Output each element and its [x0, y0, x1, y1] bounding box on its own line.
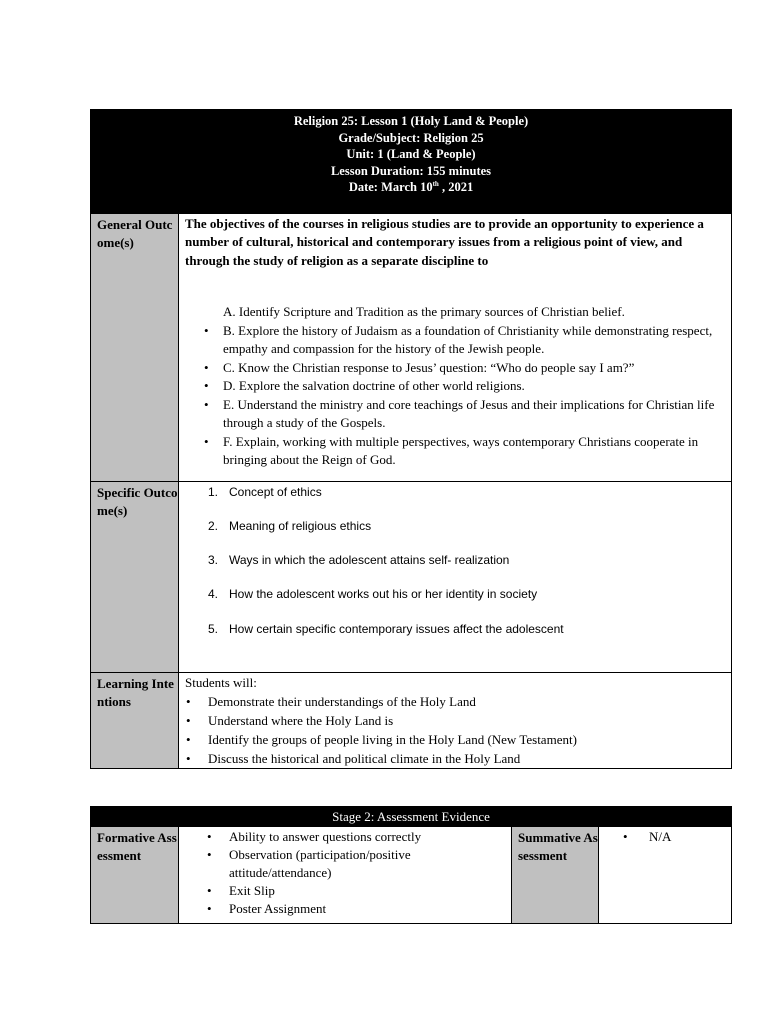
lesson-plan-table [90, 109, 732, 769]
general-outcomes-row [91, 213, 732, 481]
summative-content [599, 827, 732, 924]
lesson-duration: Lesson Duration: 155 minutes [330, 163, 492, 178]
objective-text: The objectives of the courses in religious studies are to provide an opportunity to experience a number of cultural, historical and contemporary issues from a religious point of view, and through the study of religion as a separate discipline to [185, 215, 704, 268]
assessment-table [90, 806, 732, 924]
specific-outcomes-content [179, 481, 732, 672]
list-item: • Poster Assignment [207, 901, 327, 916]
list-item: • C. Know the Christian response to Jesus’ question: “Who do people say I am?” [204, 359, 635, 375]
specific-outcomes-row [91, 481, 732, 672]
list-item: 4. How the adolescent works out his or her identity in society [208, 587, 538, 602]
formative-label: Formative Assessment [91, 827, 179, 924]
learning-intentions-content [179, 672, 732, 768]
list-item: A. Identify Scripture and Tradition as the primary sources of Christian belief. [223, 304, 625, 319]
formative-content [179, 827, 512, 924]
summative-label: Summative Assessment [512, 827, 599, 924]
list-item: • D. Explore the salvation doctrine of other world religions. [204, 378, 525, 393]
list-item: • E. Understand the ministry and core teachings of Jesus and their implications for Christian life through a study of the Gospels. [204, 396, 715, 430]
specific-outcomes-list [179, 484, 731, 637]
general-outcomes-list [179, 303, 731, 470]
learning-intro: Students will: [185, 674, 257, 690]
list-item: 2. Meaning of religious ethics [208, 518, 372, 533]
summative-list [599, 828, 731, 846]
formative-list [179, 828, 511, 918]
list-item: • B. Explore the history of Judaism as a foundation of Christianity while demonstrating respect, empathy and compassion for the history of the Jewish people. [204, 322, 713, 356]
learning-intentions-label: Learning Intentions [91, 672, 179, 768]
list-item: • N/A [623, 829, 672, 844]
lesson-header [91, 110, 732, 214]
list-item: • Identify the groups of people living in the Holy Land (New Testament) [186, 731, 577, 747]
assessment-title: Stage 2: Assessment Evidence [91, 807, 732, 827]
list-item: • Discuss the historical and political climate in the Holy Land [186, 750, 521, 766]
unit: Unit: 1 (Land & People) [346, 147, 476, 161]
list-item: • Understand where the Holy Land is [186, 712, 394, 728]
list-item: • Exit Slip [207, 883, 275, 898]
list-item: • Ability to answer questions correctly [207, 829, 422, 844]
grade-subject: Grade/Subject: Religion 25 [338, 130, 484, 145]
list-item: 1. Concept of ethics [208, 484, 322, 499]
assessment-row [91, 827, 732, 924]
list-item: • Demonstrate their understandings of the Holy Land [186, 693, 476, 709]
general-outcomes-label: General Outcome(s) [91, 213, 179, 481]
list-item: 3. Ways in which the adolescent attains self- realization [208, 553, 510, 568]
general-outcomes-content [179, 213, 732, 481]
learning-intentions-list [179, 692, 731, 768]
lesson-date: Date: March 10th , 2021 [348, 179, 474, 194]
list-item: • F. Explain, working with multiple perspectives, ways contemporary Christians cooperate in bringing about the Reign of God. [204, 433, 699, 467]
specific-outcomes-label: Specific Outcome(s) [91, 481, 179, 672]
assessment-header-row [91, 807, 732, 827]
lesson-title: Religion 25: Lesson 1 (Holy Land & People) [293, 114, 529, 128]
list-item: • Observation (participation/positive attitude/attendance) [207, 847, 411, 880]
list-item: 5. How certain specific contemporary issues affect the adolescent [208, 621, 564, 636]
lesson-header-row [91, 110, 732, 214]
learning-intentions-row [91, 672, 732, 768]
